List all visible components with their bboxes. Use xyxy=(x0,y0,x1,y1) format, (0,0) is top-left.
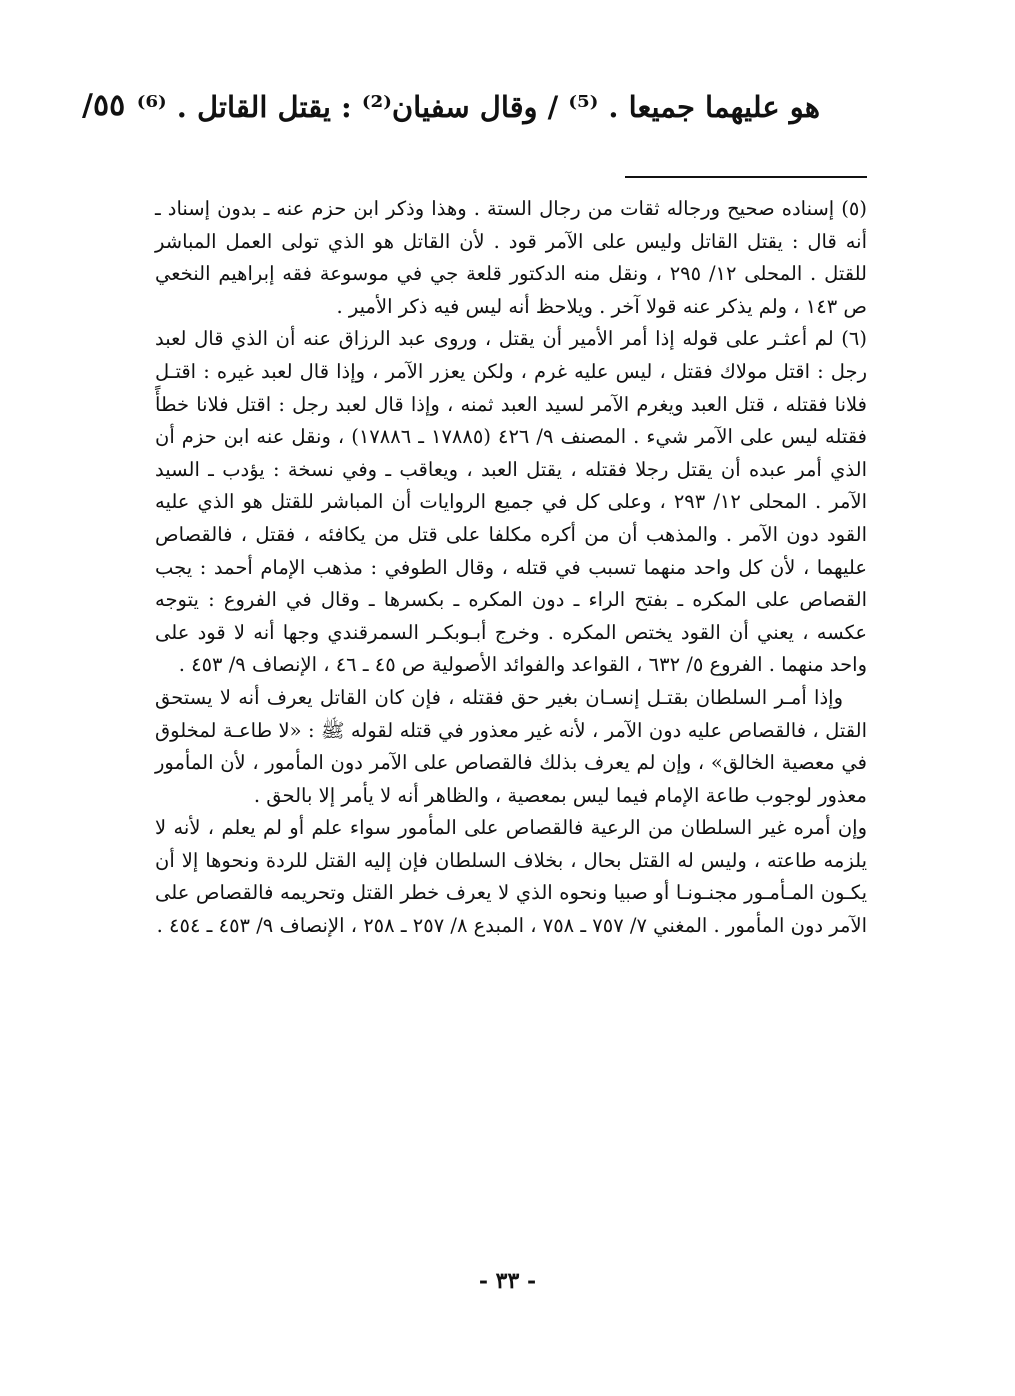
footnote-6: (٦) لم أعثـر على قوله إذا أمر الأمير أن يقتل ، وروى عبد الرزاق عنه أن الذي قال لعبد رجل : اقتل مولاك فقتل ، ليس عليه غرم ، ولكن يعزر الآمر ، وإذا قال لعبد غيره : اقتـل فلانا فقتله ، قتل العبد ويغرم الآمر لسيد العبد ثمنه ، وإذا قال لعبد رجل : اقتل فلانا خطأً فقتله ليس على الآمر شيء . المصنف ٩/ ٤٢٦ (١٧٨٨٥ ـ ١٧٨٨٦) ، ونقل عنه ابن حزم أن الذي أمر عبده أن يقتل رجلا فقتله ، يقتل العبد ، ويعاقب ـ وفي نسخة : يؤدب ـ السيد الآمر . المحلى ١٢/ ٢٩٣ ، وعلى كل في جميع الروايات أن المباشر للقتل هو الذي عليه القود دون الآمر . والمذهب أن من أكره مكلفا على قتل من يكافئه ، فقتل ، فالقصاص عليهما ، لأن كل واحد منهما تسبب في قتله ، وقال الطوفي : مذهب الإمام أحمد : يجب القصاص على المكره ـ بفتح الراء ـ دون المكره ـ بكسرها ـ وقال في الفروع : يتوجه عكسه ، يعني أن القود يختص المكره . وخرج أبـوبكـر السمرقندي وجها أنه لا قود على واحد منهما . الفروع ٥/ ٦٣٢ ، القواعد والفوائد الأصولية ص ٤٥ ـ ٤٦ ، الإنصاف ٩/ ٤٥٣ . xyxy=(155,327,867,677)
folio-marker: /٥٥ xyxy=(82,88,126,123)
footnote-5: (٥) إسناده صحيح ورجاله ثقات من رجال الستة . وهذا وذكر ابن حزم عنه ـ بدون إسناد ـ أنه قال : يقتل القاتل وليس على الآمر قود . لأن القاتل هو الذي تولى العمل المباشر للقتل . المحلى ١٢/ ٢٩٥ ، ونقل منه الدكتور قلعة جي في موسوعة فقه إبراهيم النخعي ص ١٤٣ ، ولم يذكر عنه قولا آخر . ويلاحظ أنه ليس فيه ذكر الأمير . xyxy=(155,197,867,318)
footnote-paragraph: وإذا أمـر السلطان بقتـل إنسـان بغير حق فقتله ، فإن كان القاتل يعرف أنه لا يستحق القتل ، فالقصاص عليه دون الآمر ، لأنه غير معذور في قتله لقوله ﷺ : «لا طاعـة لمخلوق في معصية الخالق» ، وإن لم يعرف بذلك فالقصاص على الآمر دون المأمور ، لأن المأمور معذور لوجوب طاعة الإمام فيما ليس بمعصية ، والظاهر أنه لا يأمر إلا بالحق . xyxy=(155,685,867,807)
footnote-paragraph: وإن أمره غير السلطان من الرعية فالقصاص على المأمور سواء علم أو لم يعلم ، لأنه لا يلزمه طاعته ، وليس له القتل بحال ، بخلاف السلطان فإن إليه القتل للردة ونحوها إلا أن يكـون المـأمـور مجنـونـا أو صبيا ونحوه الذي لا يعرف خطر القتل وتحريمه فالقصاص على الآمر دون المأمور . المغني ٧/ ٧٥٧ ـ ٧٥٨ ، المبدع ٨/ ٢٥٧ ـ ٢٥٨ ، الإنصاف ٩/ ٤٥٣ ـ ٤٥٤ . xyxy=(155,816,867,938)
footnote-divider xyxy=(625,176,867,178)
footnotes-block xyxy=(155,193,867,943)
page-number: - ٣٣ - xyxy=(478,1268,537,1294)
main-text-line: هو عليهما جميعا . ⁽⁵⁾ / وقال سفيان⁽²⁾ : يقتل القاتل . ⁽⁶⁾ xyxy=(136,90,820,124)
